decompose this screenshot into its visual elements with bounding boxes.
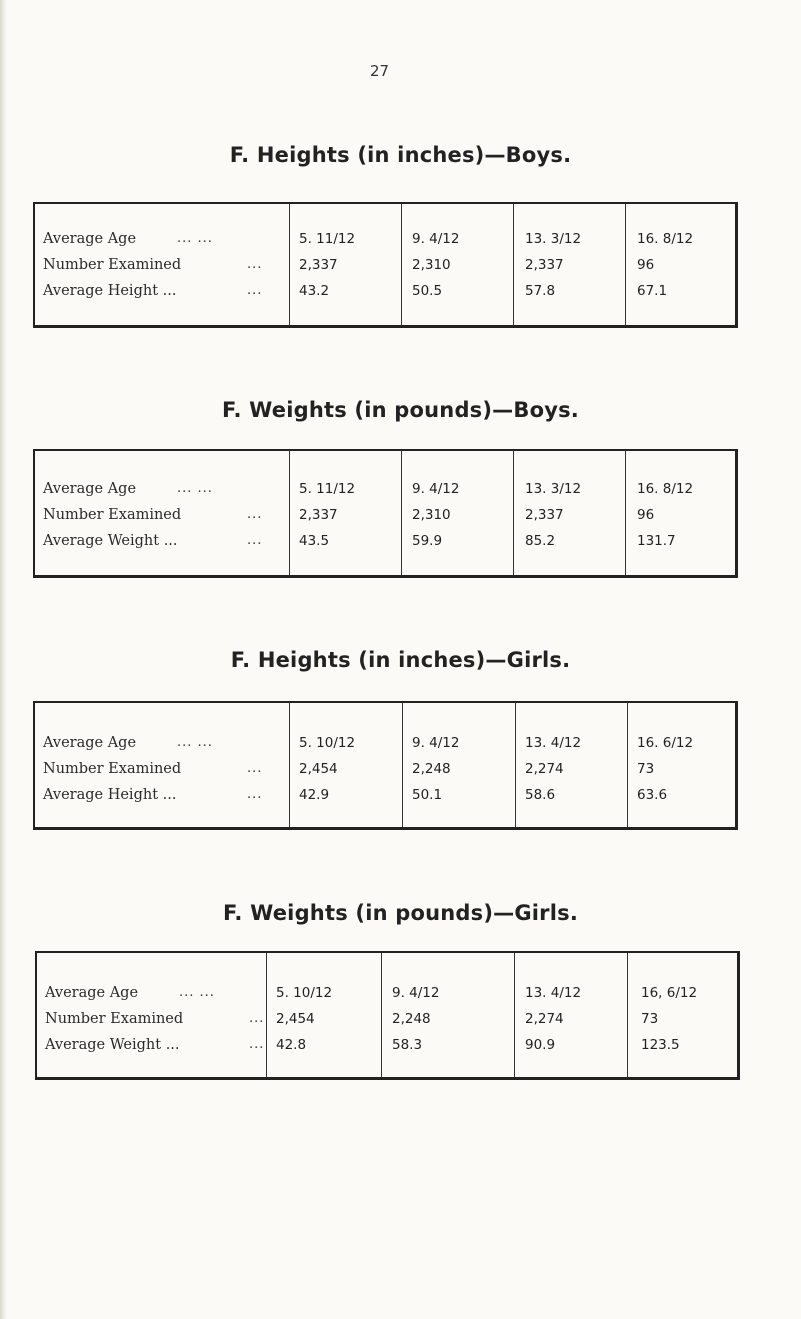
row-label: Average Weight ...	[43, 533, 178, 549]
cell: 63.6	[637, 787, 668, 803]
row-label: Average Height ...	[43, 787, 177, 803]
cell: 5. 10/12	[299, 735, 356, 751]
table-row	[35, 505, 735, 525]
cell: 58.6	[525, 787, 556, 803]
table-row	[35, 255, 735, 275]
cell: 16. 8/12	[637, 481, 694, 497]
table-title-heights-girls: F. Heights (in inches)—Girls.	[230, 648, 571, 672]
cell: 2,274	[525, 761, 564, 777]
table-title-heights-boys: F. Heights (in inches)—Boys.	[229, 143, 572, 167]
row-label: Average Age	[45, 985, 139, 1001]
row-label: Number Examined	[43, 761, 182, 777]
cell: 13. 3/12	[525, 481, 582, 497]
table-row	[37, 983, 737, 1003]
table-row	[37, 1035, 737, 1055]
cell: 2,274	[525, 1011, 564, 1027]
leader-dots: ... ...	[177, 481, 213, 496]
row-label: Average Age	[43, 735, 137, 751]
cell: 67.1	[637, 283, 668, 299]
row-label: Average Weight ...	[45, 1037, 180, 1053]
cell: 50.1	[412, 787, 443, 803]
table-row	[37, 1009, 737, 1029]
cell: 2,454	[276, 1011, 315, 1027]
cell: 16, 6/12	[641, 985, 698, 1001]
cell: 2,337	[299, 257, 338, 273]
cell: 96	[637, 507, 655, 523]
cell: 59.9	[412, 533, 443, 549]
leader-dots: ...	[247, 787, 263, 802]
row-label: Number Examined	[43, 507, 182, 523]
row-label: Average Height ...	[43, 283, 177, 299]
cell: 73	[637, 761, 655, 777]
cell: 42.8	[276, 1037, 307, 1053]
leader-dots: ... ...	[177, 231, 213, 246]
leader-dots: ...	[249, 1037, 265, 1052]
cell: 16. 6/12	[637, 735, 694, 751]
leader-dots: ...	[247, 761, 263, 776]
cell: 58.3	[392, 1037, 423, 1053]
cell: 9. 4/12	[412, 481, 460, 497]
table-row	[35, 759, 735, 779]
table-row	[35, 531, 735, 551]
cell: 2,454	[299, 761, 338, 777]
cell: 2,248	[392, 1011, 431, 1027]
row-label: Average Age	[43, 481, 137, 497]
cell: 9. 4/12	[412, 735, 460, 751]
table-row	[35, 479, 735, 499]
cell: 123.5	[641, 1037, 680, 1053]
table-title-weights-boys: F. Weights (in pounds)—Boys.	[222, 398, 579, 422]
cell: 90.9	[525, 1037, 556, 1053]
table-heights-boys	[33, 202, 738, 328]
cell: 50.5	[412, 283, 443, 299]
leader-dots: ... ...	[177, 735, 213, 750]
table-weights-boys	[33, 449, 738, 578]
row-label: Number Examined	[43, 257, 182, 273]
leader-dots: ...	[247, 283, 263, 298]
page-number: 27	[370, 62, 390, 80]
cell: 13. 4/12	[525, 985, 582, 1001]
leader-dots: ...	[247, 507, 263, 522]
cell: 57.8	[525, 283, 556, 299]
table-row	[35, 281, 735, 301]
leader-dots: ...	[249, 1011, 265, 1026]
cell: 5. 11/12	[299, 481, 356, 497]
cell: 5. 11/12	[299, 231, 356, 247]
cell: 13. 4/12	[525, 735, 582, 751]
leader-dots: ...	[247, 533, 263, 548]
cell: 13. 3/12	[525, 231, 582, 247]
cell: 5. 10/12	[276, 985, 333, 1001]
leader-dots: ...	[247, 257, 263, 272]
row-label: Number Examined	[45, 1011, 184, 1027]
cell: 85.2	[525, 533, 556, 549]
table-heights-girls	[33, 701, 738, 830]
cell: 9. 4/12	[412, 231, 460, 247]
cell: 2,337	[299, 507, 338, 523]
cell: 2,337	[525, 257, 564, 273]
cell: 131.7	[637, 533, 676, 549]
cell: 42.9	[299, 787, 330, 803]
cell: 16. 8/12	[637, 231, 694, 247]
cell: 43.2	[299, 283, 330, 299]
cell: 96	[637, 257, 655, 273]
cell: 2,310	[412, 257, 451, 273]
cell: 73	[641, 1011, 659, 1027]
table-weights-girls	[35, 951, 740, 1080]
cell: 2,310	[412, 507, 451, 523]
table-row	[35, 229, 735, 249]
leader-dots: ... ...	[179, 985, 215, 1000]
row-label: Average Age	[43, 231, 137, 247]
cell: 9. 4/12	[392, 985, 440, 1001]
table-row	[35, 733, 735, 753]
table-row	[35, 785, 735, 805]
cell: 2,337	[525, 507, 564, 523]
cell: 2,248	[412, 761, 451, 777]
table-title-weights-girls: F. Weights (in pounds)—Girls.	[222, 901, 579, 925]
cell: 43.5	[299, 533, 330, 549]
